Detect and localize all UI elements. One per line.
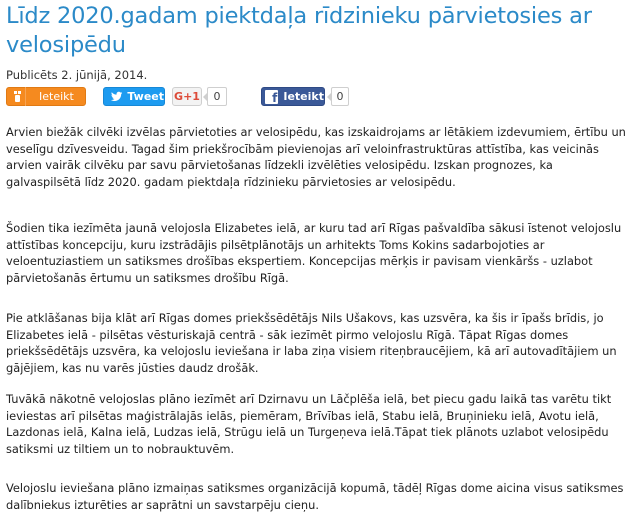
facebook-count: 0 — [331, 87, 349, 106]
facebook-ieteikt-button[interactable] — [261, 87, 325, 106]
share-bar — [6, 87, 626, 107]
article-title: Līdz 2020.gadam piektdaļa rīdzinieku pārvietosies ar velosipēdu — [6, 3, 592, 58]
twitter-bird-icon — [111, 91, 122, 102]
gplus-button[interactable] — [172, 87, 202, 106]
paragraph: Velojoslu ieviešana plāno izmaiņas satiksmes organizācijā kopumā, tādēļ Rīgas dome aicina visus satiksmes dalībniekus izturēties ar saprātni un savstarpēju cieņu. — [6, 481, 624, 512]
tweet-label: Tweet — [127, 90, 164, 103]
paragraph: Šodien tika iezīmēta jaunā velojosla Elizabetes ielā, ar kuru tad arī Rīgas pašvaldība sākusi īstenot velojoslu attīstības koncepciju, kuru izstrādājis pilsētplānotājs un arhitekts Toms Kokins sadarbojoties ar veloentuziastiem un satiksmes drošības ekspertiem. Koncepcijas mērķis ir pavisam vienkāršs - uzlabot pārvietošanās ērtumu un satiksmes drošību Rīgā. — [6, 221, 622, 285]
facebook-icon: f — [265, 90, 278, 104]
paragraph: Tuvākā nākotnē velojoslas plāno iezīmēt arī Dzirnavu un Lāčplēša ielā, bet piecu gadu laikā tas varētu tikt ieviestas arī pilsētas maģistrālajās ielās, piemēram, Brīvības ielā, Stabu ielā, Bruņinieku ielā, Avotu ielā, Lazdonas ielā, Kalna ielā, Ludzas ielā, Strūgu ielā un Turgeņeva ielā.Tāpat tiek plānots uzlabot velosipēdu satiksmi uz tiltiem un to nobrauktuvēm. — [6, 392, 612, 456]
gplus-label: G+1 — [174, 90, 200, 103]
tweet-button[interactable] — [103, 87, 165, 106]
draugiem-icon — [9, 87, 26, 106]
paragraph: Arvien biežāk cilvēki izvēlas pārvietoties ar velosipēdu, kas izskaidrojams ar lētākiem izdevumiem, ērtību un veselīgu dzīvesveidu. Tagad šim priekšrocībām pievienojas arī veloinfrastruktūras attīstība, kas veicinās arvien vairāk cilvēku par savu pārvietošanas līdzekli izvēlēties velosipēdu. Izskan prognozes, ka galvaspilsētā līdz 2020. gadam piektdaļa rīdzinieku pārvietosies ar velosipēdu. — [6, 125, 626, 189]
gplus-count: 0 — [207, 87, 227, 106]
facebook-ieteikt-label: Ieteikt — [283, 90, 324, 103]
published-date: Publicēts 2. jūnijā, 2014. — [6, 68, 148, 82]
draugiem-ieteikt-label: Ieteikt — [39, 90, 74, 103]
paragraph: Pie atklāšanas bija klāt arī Rīgas domes priekšsēdētājs Nils Ušakovs, kas uzsvēra, ka šis ir īpašs brīdis, jo Elizabetes ielā - pilsētas vēsturiskajā centrā - sāk iezīmēt pirmo velojoslu Rīgā. Tāpat Rīgas domes priekšsēdētājs uzsvēra, ka velojoslu ieviešana ir laba ziņa visiem riteņbraucējiem, kā arī autovadītājiem un gājējiem, kas nu varēs jūsties daudz drošāk. — [6, 311, 617, 375]
draugiem-ieteikt-button[interactable] — [6, 87, 86, 106]
